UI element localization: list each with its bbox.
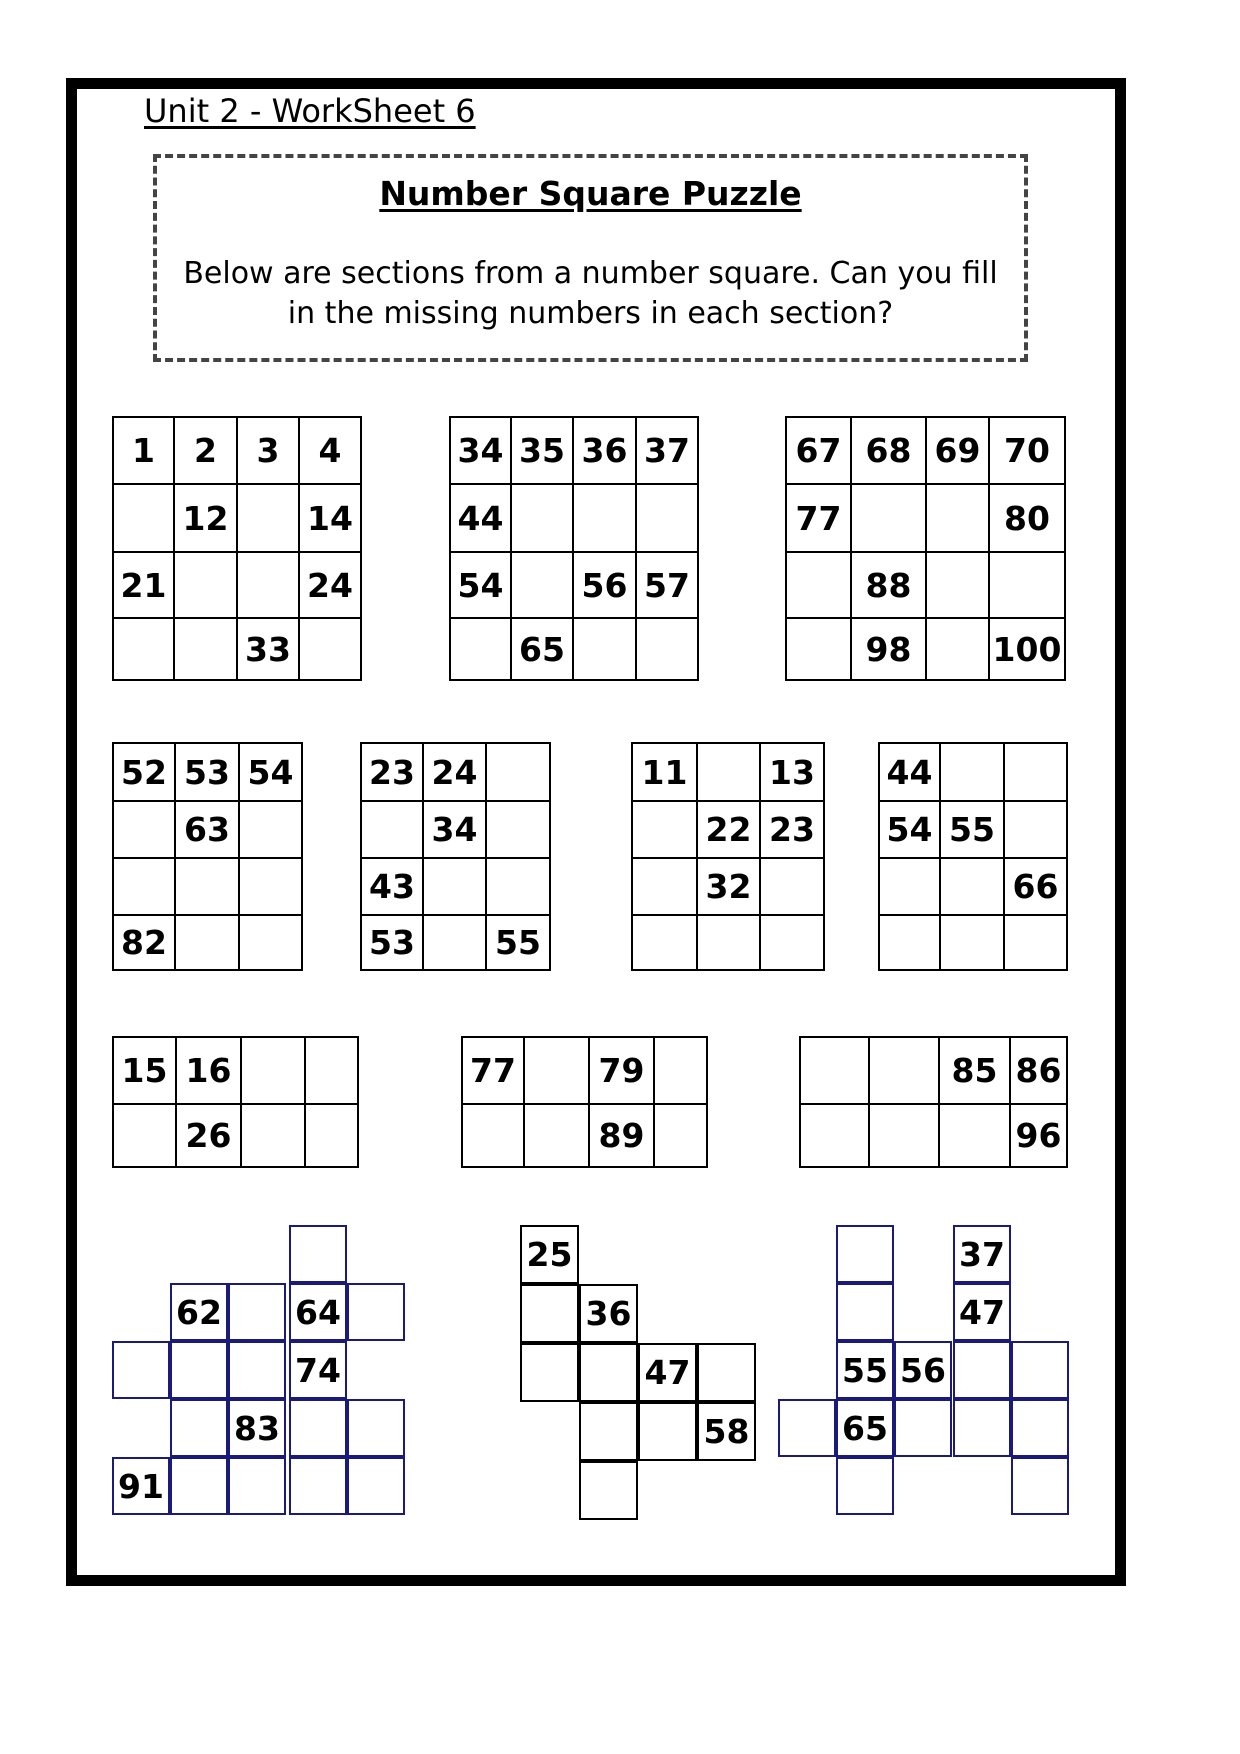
number-cell: 53 (176, 742, 240, 800)
number-cell: 53 (360, 914, 424, 971)
number-cell: 44 (449, 483, 512, 551)
blank-cell (574, 617, 637, 681)
blank-cell (761, 914, 825, 971)
blank-cell (698, 914, 761, 971)
blank-cell (238, 483, 300, 551)
instruction-text: Below are sections from a number square. Can you fill in the missing numbers in each section? (183, 256, 998, 331)
blank-cell (449, 617, 512, 681)
number-cell: 54 (240, 742, 303, 800)
number-cell: 22 (698, 800, 761, 857)
blank-cell (240, 857, 303, 914)
number-cell: 14 (300, 483, 362, 551)
blank-cell (836, 1225, 894, 1283)
blank-cell (878, 914, 941, 971)
blank-cell (176, 914, 240, 971)
number-cell: 26 (177, 1103, 242, 1168)
number-cell: 1 (112, 416, 175, 483)
number-cell: 35 (512, 416, 574, 483)
number-cell: 56 (574, 551, 637, 617)
number-cell: 65 (512, 617, 574, 681)
blank-cell (836, 1457, 894, 1515)
blank-cell (638, 1402, 697, 1461)
blank-cell (306, 1103, 359, 1168)
blank-cell (1011, 1457, 1069, 1515)
number-cell: 13 (761, 742, 825, 800)
blank-cell (228, 1341, 286, 1399)
blank-cell (520, 1343, 579, 1402)
instruction-box (153, 154, 1028, 362)
blank-cell (631, 800, 698, 857)
blank-cell (512, 483, 574, 551)
blank-cell (424, 857, 487, 914)
blank-cell (655, 1103, 708, 1168)
number-cell: 54 (878, 800, 941, 857)
number-cell: 34 (424, 800, 487, 857)
number-cell: 55 (836, 1341, 894, 1399)
number-cell: 24 (424, 742, 487, 800)
number-cell: 69 (927, 416, 990, 483)
blank-cell (778, 1399, 836, 1457)
blank-cell (175, 617, 238, 681)
number-cell: 43 (360, 857, 424, 914)
number-cell: 77 (785, 483, 852, 551)
number-cell: 12 (175, 483, 238, 551)
blank-cell (112, 483, 175, 551)
blank-cell (637, 617, 699, 681)
number-cell: 82 (112, 914, 176, 971)
blank-cell (870, 1103, 940, 1168)
number-cell: 55 (487, 914, 551, 971)
number-cell: 63 (176, 800, 240, 857)
blank-cell (461, 1103, 525, 1168)
blank-cell (520, 1284, 579, 1343)
unit-title: Unit 2 - WorkSheet 6 (144, 92, 476, 130)
number-cell: 3 (238, 416, 300, 483)
blank-cell (228, 1457, 286, 1515)
blank-cell (761, 857, 825, 914)
number-cell: 15 (112, 1036, 177, 1103)
blank-cell (836, 1283, 894, 1341)
blank-cell (360, 800, 424, 857)
number-cell: 37 (637, 416, 699, 483)
number-cell: 55 (941, 800, 1005, 857)
number-cell: 65 (836, 1399, 894, 1457)
number-cell: 34 (449, 416, 512, 483)
number-cell: 36 (574, 416, 637, 483)
number-cell: 47 (953, 1283, 1011, 1341)
blank-cell (424, 914, 487, 971)
blank-cell (1011, 1399, 1069, 1457)
number-cell: 33 (238, 617, 300, 681)
blank-cell (112, 1103, 177, 1168)
blank-cell (574, 483, 637, 551)
blank-cell (347, 1283, 405, 1341)
blank-cell (799, 1036, 870, 1103)
blank-cell (525, 1036, 590, 1103)
number-cell: 79 (590, 1036, 655, 1103)
blank-cell (941, 857, 1005, 914)
blank-cell (289, 1457, 347, 1515)
number-cell: 70 (990, 416, 1066, 483)
number-cell: 68 (852, 416, 927, 483)
number-cell: 52 (112, 742, 176, 800)
blank-cell (579, 1402, 638, 1461)
blank-cell (228, 1283, 286, 1341)
blank-cell (870, 1036, 940, 1103)
blank-cell (990, 551, 1066, 617)
blank-cell (953, 1341, 1011, 1399)
blank-cell (347, 1457, 405, 1515)
number-cell: 96 (1011, 1103, 1068, 1168)
number-cell: 37 (953, 1225, 1011, 1283)
blank-cell (487, 742, 551, 800)
blank-cell (238, 551, 300, 617)
number-cell: 57 (637, 551, 699, 617)
number-cell: 77 (461, 1036, 525, 1103)
number-cell: 44 (878, 742, 941, 800)
number-cell: 23 (761, 800, 825, 857)
number-cell: 74 (289, 1341, 347, 1399)
number-cell: 25 (520, 1225, 579, 1284)
blank-cell (240, 914, 303, 971)
blank-cell (289, 1225, 347, 1283)
blank-cell (170, 1457, 228, 1515)
blank-cell (487, 800, 551, 857)
blank-cell (112, 800, 176, 857)
number-cell: 54 (449, 551, 512, 617)
blank-cell (525, 1103, 590, 1168)
number-cell: 21 (112, 551, 175, 617)
number-cell: 56 (894, 1341, 952, 1399)
puzzle-title: Number Square Puzzle (379, 174, 802, 213)
blank-cell (698, 742, 761, 800)
number-cell: 47 (638, 1343, 697, 1402)
number-cell: 85 (940, 1036, 1011, 1103)
blank-cell (112, 1341, 170, 1399)
number-cell: 2 (175, 416, 238, 483)
number-cell: 23 (360, 742, 424, 800)
blank-cell (242, 1036, 306, 1103)
blank-cell (927, 483, 990, 551)
number-cell: 91 (112, 1457, 170, 1515)
blank-cell (927, 551, 990, 617)
blank-cell (697, 1343, 756, 1402)
number-cell: 24 (300, 551, 362, 617)
number-cell: 83 (228, 1399, 286, 1457)
blank-cell (655, 1036, 708, 1103)
number-cell: 86 (1011, 1036, 1068, 1103)
blank-cell (785, 551, 852, 617)
blank-cell (242, 1103, 306, 1168)
blank-cell (175, 551, 238, 617)
blank-cell (579, 1461, 638, 1520)
number-cell: 100 (990, 617, 1066, 681)
blank-cell (1005, 742, 1068, 800)
blank-cell (799, 1103, 870, 1168)
blank-cell (1005, 914, 1068, 971)
number-cell: 98 (852, 617, 927, 681)
blank-cell (170, 1399, 228, 1457)
blank-cell (347, 1399, 405, 1457)
blank-cell (631, 914, 698, 971)
blank-cell (170, 1341, 228, 1399)
number-cell: 80 (990, 483, 1066, 551)
blank-cell (112, 857, 176, 914)
number-cell: 4 (300, 416, 362, 483)
blank-cell (579, 1343, 638, 1402)
number-cell: 11 (631, 742, 698, 800)
blank-cell (940, 1103, 1011, 1168)
blank-cell (637, 483, 699, 551)
number-cell: 36 (579, 1284, 638, 1343)
blank-cell (487, 857, 551, 914)
number-cell: 64 (289, 1283, 347, 1341)
blank-cell (512, 551, 574, 617)
blank-cell (631, 857, 698, 914)
number-cell: 89 (590, 1103, 655, 1168)
blank-cell (927, 617, 990, 681)
blank-cell (894, 1399, 952, 1457)
blank-cell (176, 857, 240, 914)
blank-cell (1005, 800, 1068, 857)
blank-cell (941, 914, 1005, 971)
number-cell: 88 (852, 551, 927, 617)
blank-cell (289, 1399, 347, 1457)
blank-cell (1011, 1341, 1069, 1399)
number-cell: 67 (785, 416, 852, 483)
blank-cell (240, 800, 303, 857)
blank-cell (112, 617, 175, 681)
number-cell: 58 (697, 1402, 756, 1461)
blank-cell (785, 617, 852, 681)
blank-cell (300, 617, 362, 681)
blank-cell (953, 1399, 1011, 1457)
number-cell: 32 (698, 857, 761, 914)
blank-cell (878, 857, 941, 914)
number-cell: 62 (170, 1283, 228, 1341)
blank-cell (941, 742, 1005, 800)
number-cell: 16 (177, 1036, 242, 1103)
blank-cell (306, 1036, 359, 1103)
number-cell: 66 (1005, 857, 1068, 914)
blank-cell (852, 483, 927, 551)
